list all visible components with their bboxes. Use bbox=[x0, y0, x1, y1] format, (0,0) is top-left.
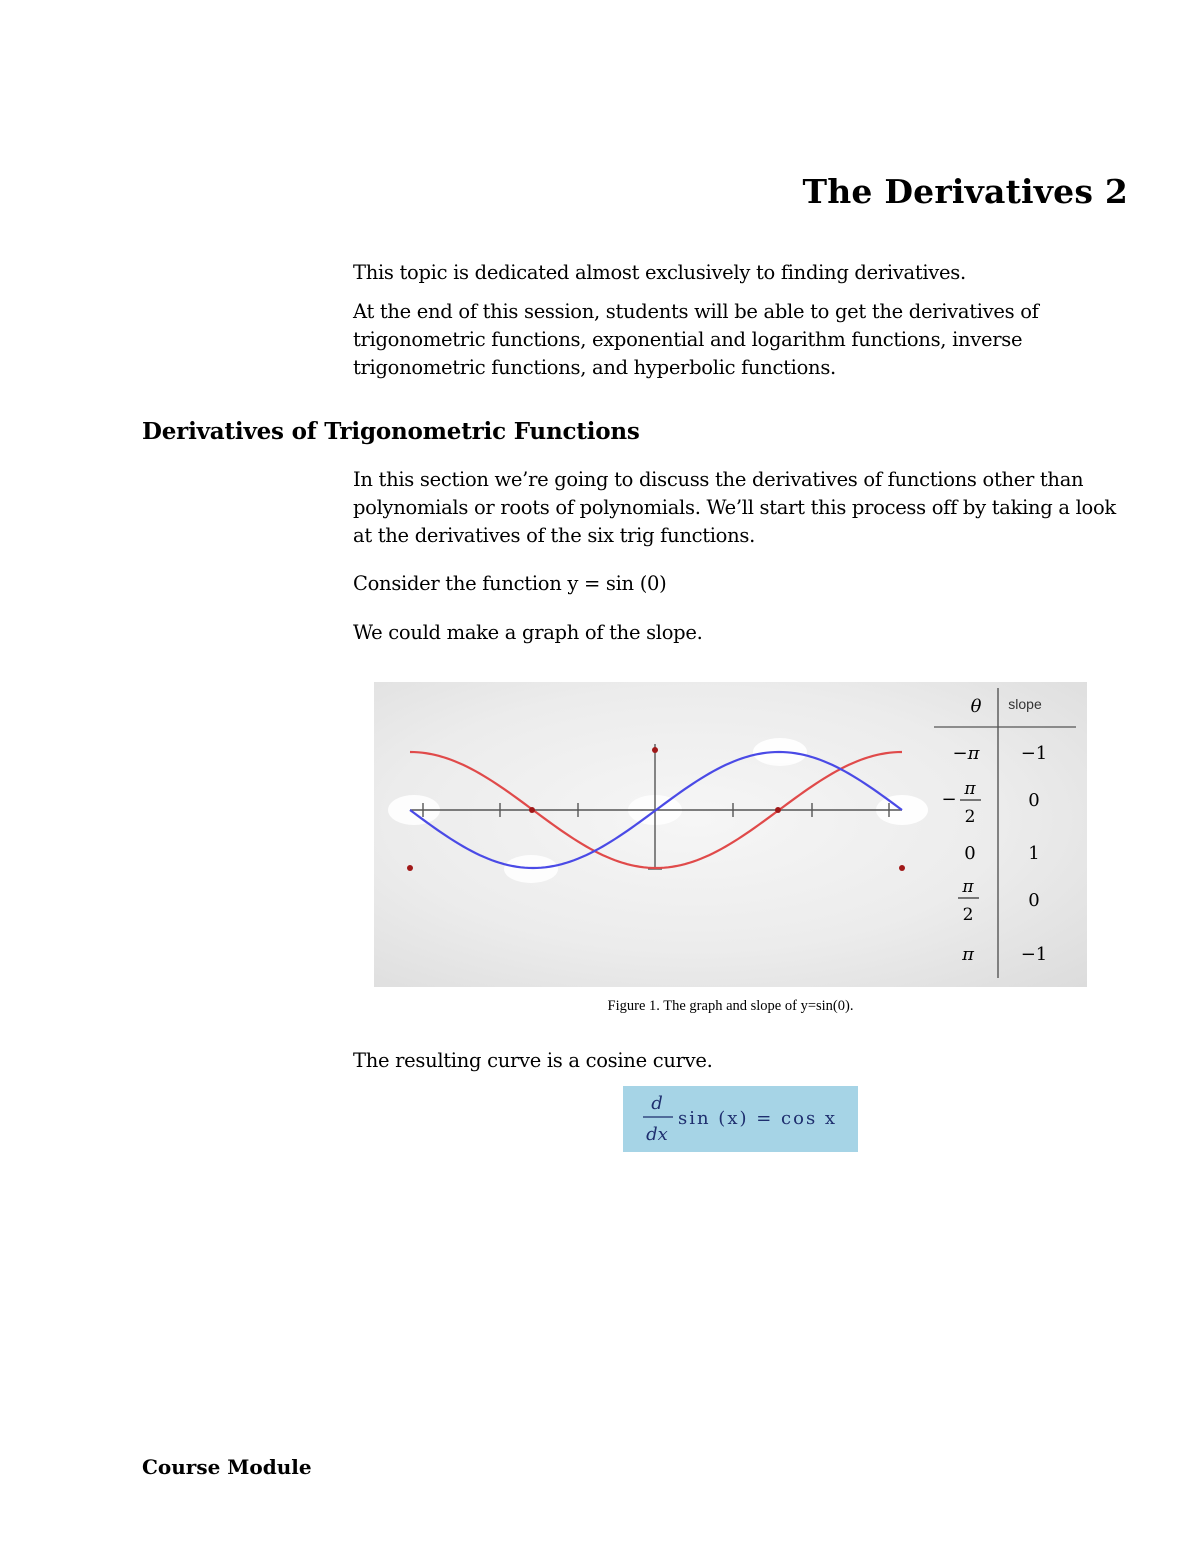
sine-point bbox=[652, 747, 658, 753]
slope-value: −1 bbox=[1020, 944, 1048, 965]
footer-course-module: Course Module bbox=[142, 1455, 312, 1479]
derivative-formula bbox=[623, 1086, 858, 1152]
slope-table bbox=[934, 688, 1076, 978]
formula-denominator: dx bbox=[646, 1124, 668, 1145]
header-theta: θ bbox=[970, 696, 982, 717]
theta-value: π bbox=[962, 944, 974, 965]
section-heading: Derivatives of Trigonometric Functions bbox=[142, 418, 640, 445]
theta-numerator: π bbox=[964, 779, 976, 799]
slope-value: 1 bbox=[1028, 843, 1040, 864]
slope-value: −1 bbox=[1020, 743, 1048, 764]
sine-point bbox=[407, 865, 413, 871]
theta-numerator: π bbox=[962, 877, 974, 897]
formula-body: sin (x) = cos x bbox=[678, 1108, 838, 1129]
formula-graphic bbox=[623, 1086, 858, 1152]
theta-denominator: 2 bbox=[964, 807, 976, 827]
result-line: The resulting curve is a cosine curve. bbox=[353, 1049, 713, 1072]
slope-value: 0 bbox=[1028, 790, 1040, 811]
theta-value: 0 bbox=[964, 843, 976, 864]
header-slope: slope bbox=[1008, 696, 1042, 712]
sine-point bbox=[899, 865, 905, 871]
theta-sign: − bbox=[941, 789, 957, 810]
page-title: The Derivatives 2 bbox=[802, 172, 1128, 211]
sine-point bbox=[529, 807, 535, 813]
consider-line: Consider the function y = sin (0) bbox=[353, 572, 667, 595]
slope-value: 0 bbox=[1028, 890, 1040, 911]
figure-caption: Figure 1. The graph and slope of y=sin(0). bbox=[607, 998, 854, 1014]
theta-denominator: 2 bbox=[962, 905, 974, 925]
graph-line: We could make a graph of the slope. bbox=[353, 621, 703, 644]
theta-value: −π bbox=[952, 743, 980, 764]
figure-sine-slope bbox=[374, 682, 1087, 987]
sine-point bbox=[775, 807, 781, 813]
section-paragraph: In this section we’re going to discuss the derivatives of functions other than polynomials or roots of polynomials. We’ll start this process off by taking a look at the derivatives of the six trig functions. bbox=[353, 468, 1116, 547]
formula-numerator: d bbox=[651, 1093, 663, 1114]
intro-line: This topic is dedicated almost exclusively to finding derivatives. bbox=[353, 261, 966, 284]
figure-graphic bbox=[374, 682, 1087, 987]
objective-paragraph: At the end of this session, students will be able to get the derivatives of trigonometric functions, exponential and logarithm functions, inverse trigonometric functions, and hyperbolic functions. bbox=[353, 300, 1039, 379]
